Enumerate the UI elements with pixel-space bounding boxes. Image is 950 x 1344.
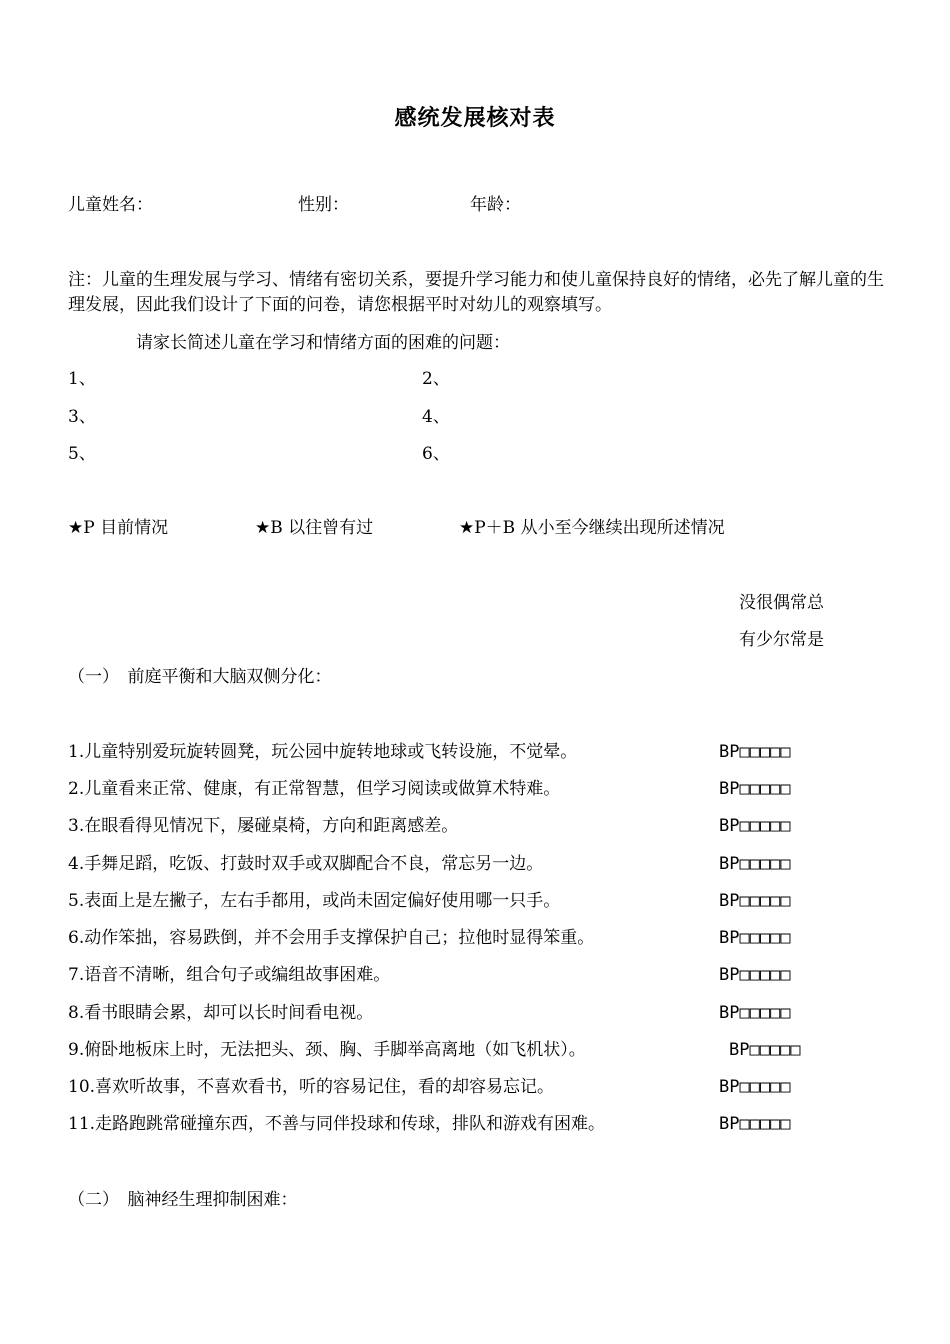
child-name-label: 儿童姓名： [68, 195, 153, 215]
rating-checkboxes[interactable]: BP□□□□□ [719, 1114, 791, 1134]
question-text: 4.手舞足蹈，吃饭、打鼓时双手或双脚配合不良，常忘另一边。 [68, 854, 544, 874]
question-text: 5.表面上是左撇子，左右手都用，或尚未固定偏好使用哪一只手。 [68, 891, 561, 911]
question-text: 8.看书眼睛会累，却可以长时间看电视。 [68, 1003, 374, 1023]
section-1-title: （一） 前庭平衡和大脑双侧分化： [68, 667, 332, 687]
question-text: 11.走路跑跳常碰撞东西，不善与同伴投球和传球，排队和游戏有困难。 [68, 1114, 606, 1134]
question-text: 1.儿童特别爱玩旋转圆凳，玩公园中旋转地球或飞转设施，不觉晕。 [68, 742, 578, 762]
question-text: 7.语音不清晰，组合句子或编组故事困难。 [68, 965, 391, 985]
rating-checkboxes[interactable]: BP□□□□□ [719, 779, 791, 799]
rating-checkboxes[interactable]: BP□□□□□ [719, 1003, 791, 1023]
question-text: 9.俯卧地板床上时，无法把头、颈、胸、手脚举高离地（如飞机状）。 [68, 1040, 586, 1060]
scale-header-row1: 没很偶常总 [739, 593, 824, 613]
rating-checkboxes[interactable]: BP□□□□□ [719, 1077, 791, 1097]
question-text: 6.动作笨拙，容易跌倒，并不会用手支撑保护自己；拉他时显得笨重。 [68, 928, 595, 948]
question-text: 2.儿童看来正常、健康，有正常智慧，但学习阅读或做算术特难。 [68, 779, 561, 799]
rating-checkboxes[interactable]: BP□□□□□ [719, 891, 791, 911]
blank-item-5: 5、 [68, 444, 96, 464]
rating-checkboxes[interactable]: BP□□□□□ [719, 854, 791, 874]
rating-checkboxes[interactable]: BP□□□□□ [719, 816, 791, 836]
age-label: 年龄： [470, 195, 521, 215]
parent-prompt: 请家长简述儿童在学习和情绪方面的困难的问题： [136, 333, 510, 353]
gender-label: 性别： [298, 195, 349, 215]
legend-p: ★P 目前情况 [68, 518, 169, 538]
rating-checkboxes[interactable]: BP□□□□□ [719, 928, 791, 948]
legend-pb: ★P＋B 从小至今继续出现所述情况 [459, 518, 725, 538]
scale-header-row2: 有少尔常是 [739, 630, 824, 650]
question-text: 3.在眼看得见情况下，屡碰桌椅，方向和距离感差。 [68, 816, 459, 836]
question-text: 10.喜欢听故事，不喜欢看书，听的容易记住，看的却容易忘记。 [68, 1077, 555, 1097]
blank-item-3: 3、 [68, 407, 96, 427]
legend-b: ★B 以往曾有过 [255, 518, 374, 538]
rating-checkboxes[interactable]: BP□□□□□ [729, 1040, 801, 1060]
section-2-title: （二） 脑神经生理抑制困难： [68, 1190, 298, 1210]
rating-checkboxes[interactable]: BP□□□□□ [719, 742, 791, 762]
instruction-note: 注：儿童的生理发展与学习、情绪有密切关系，要提升学习能力和使儿童保持良好的情绪，必先了解儿童的生理发展，因此我们设计了下面的问卷，请您根据平时对幼儿的观察填写。 [68, 270, 884, 315]
blank-item-2: 2、 [422, 369, 450, 389]
blank-item-6: 6、 [422, 444, 450, 464]
rating-checkboxes[interactable]: BP□□□□□ [719, 965, 791, 985]
page-title: 感统发展核对表 [394, 105, 556, 131]
blank-item-1: 1、 [68, 369, 96, 389]
blank-item-4: 4、 [422, 407, 450, 427]
